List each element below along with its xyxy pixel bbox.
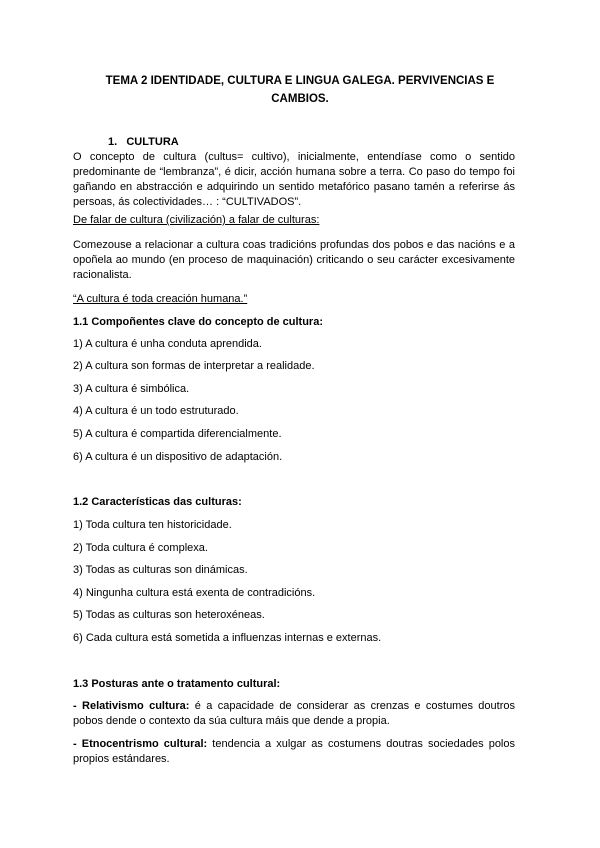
list-item: 2) A cultura son formas de interpretar a realidade. bbox=[73, 360, 315, 372]
list-item: 4) Ningunha cultura está exenta de contradicións. bbox=[73, 587, 316, 599]
section-1-heading bbox=[108, 135, 179, 150]
ethnocentrism-text: tendencia a xulgar as costumens doutras sociedades polos propios estándares. bbox=[73, 738, 515, 765]
list-item: 6) A cultura é un dispositivo de adaptación. bbox=[73, 451, 283, 463]
list-item: 6) Cada cultura está sometida a influenzas internas e externas. bbox=[73, 632, 382, 644]
list-item: 1) A cultura é unha conduta aprendida. bbox=[73, 338, 262, 350]
section-1-intro: O concepto de cultura (cultus= cultivo), inicialmente, entendíase como o sentido predominante de “lembranza”, é dicir, acción humana sobre a terra. Co paso do tempo foi gañando en abstracción e adquirindo un sentido metafórico pasano tamén a referirse ás persoas, ás colectividades… : “CULTIVADOS”. bbox=[73, 151, 515, 208]
list-item: 2) Toda cultura é complexa. bbox=[73, 542, 208, 554]
list-item: 3) A cultura é simbólica. bbox=[73, 383, 190, 395]
relativism-paragraph bbox=[73, 699, 515, 729]
list-item: 1) Toda cultura ten historicidade. bbox=[73, 519, 232, 531]
list-item: 4) A cultura é un todo estruturado. bbox=[73, 405, 239, 417]
section-1-quote: “A cultura é toda creación humana.” bbox=[73, 293, 248, 305]
section-1-number: 1. bbox=[108, 136, 118, 148]
section-1-1-heading: 1.1 Compoñentes clave do concepto de cultura: bbox=[73, 316, 323, 328]
list-item: 5) Todas as culturas son heteroxéneas. bbox=[73, 609, 265, 621]
relativism-term: - Relativismo cultura: bbox=[73, 700, 190, 712]
section-1-subheading: De falar de cultura (civilización) a falar de culturas: bbox=[73, 214, 320, 226]
list-item: 3) Todas as culturas son dinámicas. bbox=[73, 564, 248, 576]
list-item: 5) A cultura é compartida diferencialmente. bbox=[73, 428, 282, 440]
ethnocentrism-term: - Etnocentrismo cultural: bbox=[73, 738, 208, 750]
section-1-2-heading: 1.2 Características das culturas: bbox=[73, 496, 242, 508]
relativism-text: é a capacidade de considerar as crenzas e costumes doutros pobos dende o contexto da súa cultura máis que dende a propia. bbox=[73, 700, 515, 727]
section-1-title: CULTURA bbox=[126, 136, 179, 148]
section-1-paragraph: Comezouse a relacionar a cultura coas tradicións profundas dos pobos e das nacións e a opoñela ao mundo (en proceso de maquinación) criticando o seu carácter excesivamente racionalista. bbox=[73, 239, 515, 281]
ethnocentrism-paragraph bbox=[73, 737, 515, 767]
document-title: TEMA 2 IDENTIDADE, CULTURA E LINGUA GALEGA. PERVIVENCIAS E CAMBIOS. bbox=[105, 75, 495, 105]
section-1-3-heading: 1.3 Posturas ante o tratamento cultural: bbox=[73, 678, 281, 690]
